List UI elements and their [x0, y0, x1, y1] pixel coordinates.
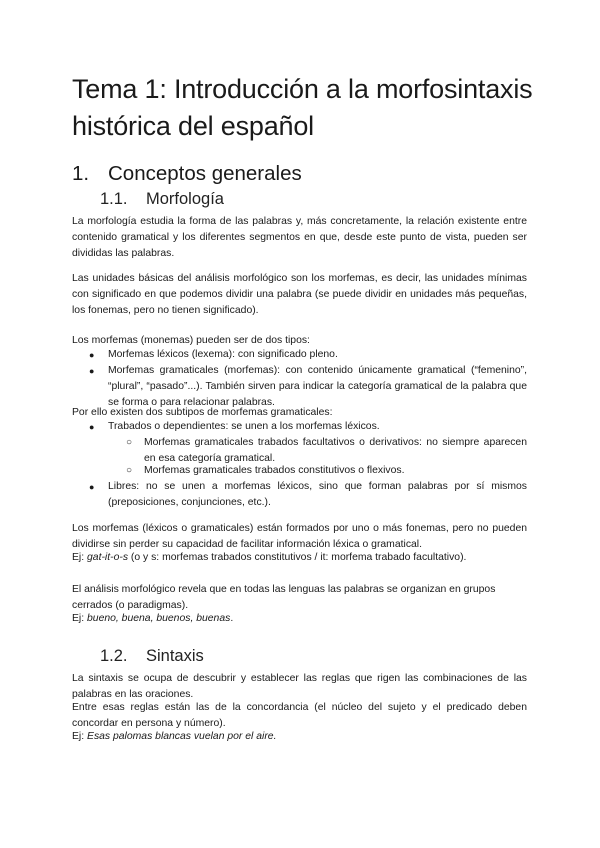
subsection-heading-sintaxis [100, 645, 204, 667]
paragraph-tipos-morfemas: Los morfemas (monemas) pueden ser de dos tipos: [72, 335, 310, 346]
list-item-facultativos: Morfemas gramaticales trabados facultativos o derivativos: no siempre aparecen en esa categoría gramatical. [144, 437, 527, 464]
subsection-number: 1.1. [100, 190, 128, 208]
example-prefix: Ej: [72, 731, 88, 742]
example-palomas [72, 729, 527, 745]
list-item-lexicos: Morfemas léxicos (lexema): con significado pleno. [108, 349, 338, 360]
subsection-number: 1.2. [100, 647, 128, 665]
section-title: Conceptos generales [108, 162, 302, 185]
section-heading-1 [72, 161, 302, 187]
example-bueno [72, 611, 527, 627]
paragraph-subtipos: Por ello existen dos subtipos de morfemas gramaticales: [72, 407, 333, 418]
example-prefix: Ej: [72, 552, 88, 563]
list-item-trabados: Trabados o dependientes: se unen a los morfemas léxicos. [108, 421, 380, 432]
paragraph-morfologia-def: La morfología estudia la forma de las palabras y, más concretamente, la relación existente entre contenido gramatical y los diferentes segmentos en que, desde este punto de vista, pueden ser divididas las palabras. [72, 216, 527, 259]
document-title: Tema 1: Introducción a la morfosintaxis histórica del español [72, 74, 533, 141]
example-gatitos [72, 550, 527, 566]
list-item-libres: Libres: no se unen a morfemas léxicos, sino que forman palabras por sí mismos (preposiciones, conjunciones, etc.). [108, 481, 527, 508]
bullet-dot: ● [89, 366, 95, 376]
subsection-title: Morfología [146, 190, 224, 208]
bullet-dot: ● [89, 482, 95, 492]
paragraph-sintaxis-def: La sintaxis se ocupa de descubrir y establecer las reglas que rigen las combinaciones de las palabras en las oraciones. [72, 673, 527, 700]
bullet-circle: ○ [126, 437, 133, 448]
paragraph-concordancia: Entre esas reglas están las de la concordancia (el núcleo del sujeto y el predicado deben concordar en persona y número). [72, 702, 527, 729]
section-number: 1. [72, 162, 90, 185]
example-prefix: Ej: [72, 613, 88, 624]
example-rest: (o y s: morfemas trabados constitutivos / it: morfema trabado facultativo). [128, 552, 467, 563]
subsection-heading-morfologia [100, 188, 224, 210]
paragraph-unidades-basicas: Las unidades básicas del análisis morfológico son los morfemas, es decir, las unidades mínimas con significado en que podemos dividir una palabra (se puede dividir en unidades más pequeñas, los fonemas, pero no tienen significado). [72, 273, 527, 316]
example-italic: bueno, buena, buenos, buenas [87, 613, 231, 624]
example-italic: Esas palomas blancas vuelan por el aire. [87, 731, 277, 742]
list-item-gramaticales: Morfemas gramaticales (morfemas): con contenido únicamente gramatical (“femenino”, “plural”, “pasado”...). También sirven para indicar la categoría gramatical de la palabra que se forma o para relacionar palabras. [108, 365, 527, 408]
bullet-dot: ● [89, 422, 95, 432]
paragraph-fonemas: Los morfemas (léxicos o gramaticales) están formados por uno o más fonemas, pero no pueden dividirse sin perder su capacidad de facilitar información léxica o gramatical. [72, 523, 527, 550]
bullet-dot: ● [89, 350, 95, 360]
paragraph-paradigmas: El análisis morfológico revela que en todas las lenguas las palabras se organizan en grupos cerrados (o paradigmas). [72, 584, 496, 611]
bullet-circle: ○ [126, 465, 133, 476]
example-italic: gat-it-o-s [87, 552, 129, 563]
list-item-constitutivos: Morfemas gramaticales trabados constitutivos o flexivos. [144, 465, 405, 476]
example-end: . [230, 613, 234, 624]
subsection-title: Sintaxis [146, 647, 204, 665]
